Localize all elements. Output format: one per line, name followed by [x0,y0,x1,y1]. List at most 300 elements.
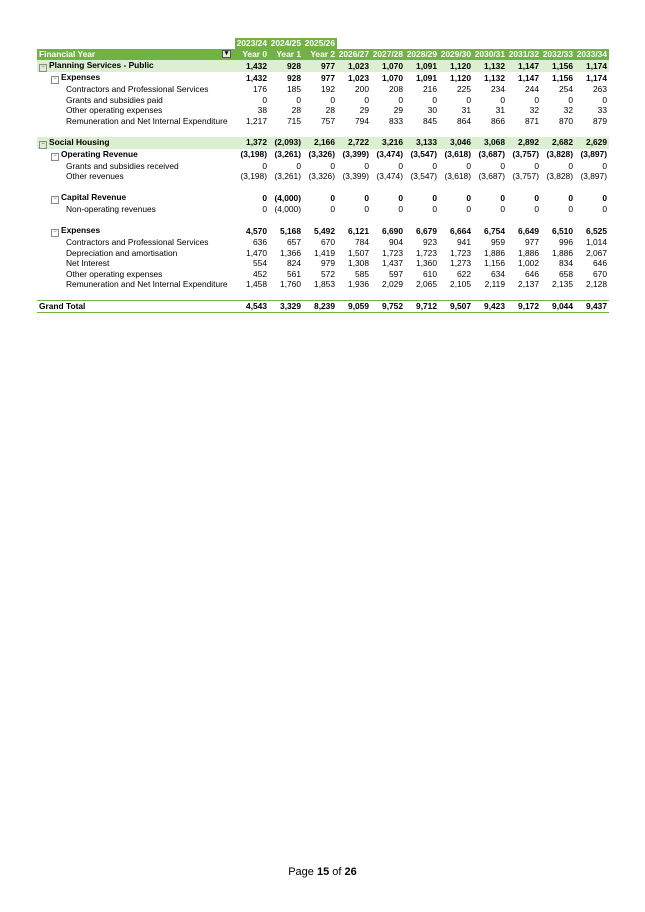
row-label-cell [37,84,235,95]
value-cell: 657 [287,237,301,247]
value-cell: 0 [602,160,607,171]
table-row [37,95,609,106]
value-cell: 0 [500,192,505,203]
spacer-row [37,215,609,226]
row-label-cell [37,269,235,280]
value-cell: 1,760 [280,279,301,289]
value-cell: (3,897) [580,171,607,181]
value-cell: (3,326) [308,171,335,181]
row-label-cell [37,137,235,149]
minus-box-icon[interactable]: − [51,153,59,161]
row-label-cell [37,225,235,237]
value-cell: 1,507 [348,247,369,258]
value-cell: 870 [559,115,573,126]
year-header-blank [473,38,507,49]
value-cell: 29 [359,105,369,115]
spacer-cell [37,126,609,137]
value-cell: 4,543 [235,301,269,313]
value-cell: 0 [330,94,335,105]
row-label: Operating Revenue [61,148,138,159]
value-cell: 0 [398,204,403,214]
value-cell: 0 [364,94,369,105]
value-cell: 38 [257,105,267,115]
table-row [37,137,609,149]
value-cell: 871 [525,115,539,126]
value-cell: 1,458 [246,279,267,289]
value-cell: 658 [559,268,573,279]
row-label-cell [37,149,235,161]
value-cell: 1,091 [405,60,439,72]
value-cell: 9,712 [405,301,439,313]
footer-prefix: Page [288,866,314,878]
row-label: Remuneration and Net Internal Expenditure [66,279,228,289]
value-cell: 636 [253,237,267,247]
value-cell: 32 [563,105,573,115]
value-cell: (3,326) [308,149,335,160]
table-row [37,279,609,290]
value-cell: (3,547) [410,149,437,160]
value-cell: 879 [593,115,607,126]
minus-box-icon[interactable]: − [51,76,59,84]
value-cell: 2,166 [303,137,337,149]
year-header: 2023/24 [236,38,267,49]
value-cell: 4,570 [246,225,267,236]
value-cell: 9,059 [337,301,371,313]
value-cell: 0 [466,94,471,105]
value-cell: 1,217 [246,115,267,126]
row-label-cell [37,95,235,106]
pivot-table [37,38,609,313]
value-cell: 1,470 [246,247,267,258]
table-row [37,225,609,237]
value-cell: 0 [602,204,607,214]
value-cell: 0 [466,204,471,214]
table-row [37,60,609,72]
row-label: Capital Revenue [61,192,127,202]
value-cell: 0 [364,160,369,171]
financial-year-label: Financial Year [39,49,96,60]
value-cell: 2,722 [337,137,371,149]
year-header: 2025/26 [304,38,335,49]
year-header: 2030/31 [474,49,505,60]
value-cell: 200 [355,84,369,94]
value-cell: 33 [597,105,607,115]
row-label: Social Housing [49,136,110,147]
value-cell: 2,892 [507,137,541,149]
value-cell: 1,366 [280,247,301,258]
value-cell: 3,068 [473,137,507,149]
value-cell: 622 [457,268,471,279]
footer-page-total: 26 [344,866,357,878]
value-cell: 192 [321,84,335,94]
value-cell: 1,886 [484,247,505,258]
year-header-blank [439,38,473,49]
year-header: 2028/29 [406,49,437,60]
value-cell: (3,198) [240,171,267,181]
value-cell: 254 [559,84,573,94]
row-label: Remuneration and Net Internal Expenditure [66,115,228,126]
value-cell: 833 [389,115,403,126]
row-label: Expenses [61,225,101,235]
value-cell: (3,687) [478,171,505,181]
value-cell: 1,120 [439,60,473,72]
value-cell: 1,419 [314,247,335,258]
value-cell: 3,133 [405,137,439,149]
value-cell: 670 [321,237,335,247]
value-cell: 928 [287,72,301,83]
value-cell: 0 [262,94,267,105]
value-cell: 0 [330,204,335,214]
value-cell: 1,132 [473,60,507,72]
value-cell: 9,437 [575,301,609,313]
table-row [37,248,609,259]
value-cell: 0 [568,192,573,203]
value-cell: (3,198) [240,149,267,160]
table-row [37,258,609,269]
value-cell: 866 [491,115,505,126]
value-cell: 452 [253,268,267,279]
year-header: 2026/27 [338,49,369,60]
value-cell: 2,682 [541,137,575,149]
value-cell: 225 [457,84,471,94]
value-cell: 996 [559,237,573,247]
row-label-cell [37,248,235,259]
year-header-blank [405,38,439,49]
value-cell: 0 [568,160,573,171]
value-cell: 1,853 [314,279,335,289]
value-cell: (3,618) [444,149,471,160]
value-cell: 1,156 [541,60,575,72]
value-cell: 2,105 [450,279,471,289]
value-cell: 646 [525,268,539,279]
table-row [37,149,609,161]
value-cell: (4,000) [274,192,301,203]
value-cell: 1,023 [348,72,369,83]
value-cell: 0 [398,192,403,203]
table-row [37,237,609,248]
value-cell: 757 [321,115,335,126]
value-cell: 864 [457,115,471,126]
year-header: 2024/25 [270,38,301,49]
value-cell: 1,070 [382,72,403,83]
value-cell: 0 [534,192,539,203]
value-cell: 185 [287,84,301,94]
footer-of: of [332,866,342,878]
value-cell: 9,423 [473,301,507,313]
value-cell: 216 [423,84,437,94]
value-cell: 1,014 [586,237,607,247]
value-cell: 0 [330,192,335,203]
value-cell: 1,936 [348,279,369,289]
row-label-cell [37,279,235,290]
value-cell: 234 [491,84,505,94]
value-cell: 6,121 [348,225,369,236]
value-cell: 176 [253,84,267,94]
value-cell: 0 [602,94,607,105]
value-cell: 0 [398,160,403,171]
table-row [37,105,609,116]
value-cell: 1,723 [382,247,403,258]
value-cell: 904 [389,237,403,247]
value-cell: 5,492 [314,225,335,236]
spacer-cell [37,182,609,193]
value-cell: 0 [262,204,267,214]
value-cell: 2,029 [382,279,403,289]
value-cell: 2,119 [484,279,505,289]
value-cell: 1,723 [416,247,437,258]
table-row [37,171,609,182]
value-cell: 9,507 [439,301,473,313]
value-cell: 28 [291,105,301,115]
row-label: Grants and subsidies paid [66,94,163,105]
value-cell: 1,002 [518,258,539,268]
year-header: 2029/30 [440,49,471,60]
value-cell: 3,046 [439,137,473,149]
value-cell: 0 [262,192,267,203]
value-cell: 834 [559,258,573,268]
row-label-cell [37,258,235,269]
value-cell: (3,618) [444,171,471,181]
year-header: 2027/28 [372,49,403,60]
value-cell: (3,897) [580,149,607,160]
value-cell: 0 [568,94,573,105]
value-cell: 1,432 [235,60,269,72]
row-label: Contractors and Professional Services [66,237,209,247]
value-cell: 977 [321,72,335,83]
value-cell: 0 [364,204,369,214]
value-cell: 928 [269,60,303,72]
spacer-row [37,182,609,193]
value-cell: 561 [287,268,301,279]
filter-dropdown-icon[interactable]: ▾ [222,50,231,58]
value-cell: 0 [534,160,539,171]
row-label-cell [37,116,235,127]
table-row [37,116,609,127]
row-label: Expenses [61,72,101,82]
minus-box-icon[interactable]: − [51,229,59,237]
value-cell: 9,172 [507,301,541,313]
value-cell: 5,168 [280,225,301,236]
value-cell: 1,360 [416,258,437,268]
value-cell: 1,372 [235,137,269,149]
value-cell: 6,510 [552,225,573,236]
spacer-row [37,126,609,137]
value-cell: 597 [389,268,403,279]
value-cell: 1,432 [246,72,267,83]
value-cell: 6,649 [518,225,539,236]
row-label-cell [37,171,235,182]
value-cell: 1,091 [416,72,437,83]
value-cell: 29 [393,105,403,115]
row-label: Other operating expenses [66,268,163,279]
value-cell: (3,828) [546,149,573,160]
value-cell: (3,399) [342,171,369,181]
value-cell: (3,828) [546,171,573,181]
value-cell: 8,239 [303,301,337,313]
year-sublabel: Year 1 [269,49,303,60]
minus-box-icon[interactable]: − [39,141,47,149]
value-cell: 1,156 [484,258,505,268]
value-cell: 1,156 [552,72,573,83]
value-cell: 208 [389,84,403,94]
value-cell: 3,216 [371,137,405,149]
value-cell: 1,070 [371,60,405,72]
header-row-sublabels [37,49,609,60]
value-cell: 244 [525,84,539,94]
value-cell: 31 [461,105,471,115]
minus-box-icon[interactable]: − [39,64,47,72]
row-label: Net Interest [66,258,110,268]
spacer-cell [37,215,609,226]
value-cell: 0 [262,160,267,171]
year-header: 2032/33 [542,49,573,60]
value-cell: 0 [568,204,573,214]
table-row [37,72,609,84]
value-cell: 670 [593,268,607,279]
value-cell: 784 [355,237,369,247]
value-cell: 941 [457,237,471,247]
value-cell: 0 [432,160,437,171]
year-header-blank [507,38,541,49]
value-cell: 1,174 [575,60,609,72]
row-label: Grants and subsidies received [66,160,179,171]
value-cell: 1,132 [484,72,505,83]
year-header: 2033/34 [576,49,607,60]
value-cell: (3,474) [376,149,403,160]
value-cell: 977 [303,60,337,72]
value-cell: (3,687) [478,149,505,160]
value-cell: 0 [500,160,505,171]
value-cell: 610 [423,268,437,279]
row-label: Contractors and Professional Services [66,84,209,94]
value-cell: 6,679 [416,225,437,236]
value-cell: 3,329 [269,301,303,313]
value-cell: 923 [423,237,437,247]
value-cell: 6,664 [450,225,471,236]
year-sublabel: Year 0 [235,49,269,60]
value-cell: 0 [364,192,369,203]
spacer-cell [37,290,609,301]
value-cell: 1,147 [518,72,539,83]
value-cell: 979 [321,258,335,268]
value-cell: 2,067 [586,247,607,258]
row-label: Grand Total [39,301,86,312]
footer-page-number: 15 [316,866,330,878]
row-label-cell [37,192,235,204]
year-header: 2031/32 [508,49,539,60]
row-label: Other operating expenses [66,105,163,115]
value-cell: 1,147 [507,60,541,72]
value-cell: 6,690 [382,225,403,236]
value-cell: (3,261) [274,149,301,160]
value-cell: 0 [500,94,505,105]
table-row [37,84,609,95]
value-cell: (3,261) [274,171,301,181]
value-cell: 794 [355,115,369,126]
value-cell: 845 [423,115,437,126]
value-cell: 9,044 [541,301,575,313]
value-cell: 1,174 [586,72,607,83]
value-cell: 2,137 [518,279,539,289]
value-cell: 9,752 [371,301,405,313]
table-row [37,269,609,280]
value-cell: (3,547) [410,171,437,181]
value-cell: 1,437 [382,258,403,268]
value-cell: 0 [534,94,539,105]
minus-box-icon[interactable]: − [51,196,59,204]
value-cell: 1,886 [518,247,539,258]
value-cell: 30 [427,105,437,115]
value-cell: (3,757) [512,171,539,181]
row-label-cell [37,301,235,313]
value-cell: (3,757) [512,149,539,160]
value-cell: 0 [330,160,335,171]
value-cell: 0 [296,160,301,171]
value-cell: 1,723 [450,247,471,258]
value-cell: 0 [602,192,607,203]
value-cell: 1,308 [348,258,369,268]
page-footer [0,866,645,878]
value-cell: 585 [355,268,369,279]
value-cell: 959 [491,237,505,247]
value-cell: (3,399) [342,149,369,160]
value-cell: 0 [500,204,505,214]
spacer-row [37,290,609,301]
financial-year-header [37,49,235,60]
row-label-cell [37,72,235,84]
value-cell: 1,023 [337,60,371,72]
value-cell: 1,120 [450,72,471,83]
row-label-cell [37,60,235,72]
value-cell: 263 [593,84,607,94]
value-cell: 6,754 [484,225,505,236]
header-blank-cell [37,38,235,49]
value-cell: 0 [432,192,437,203]
value-cell: 0 [466,160,471,171]
value-cell: 0 [432,204,437,214]
value-cell: 0 [432,94,437,105]
row-label-cell [37,204,235,215]
row-label: Other revenues [66,171,124,181]
value-cell: (2,093) [269,137,303,149]
value-cell: 0 [534,204,539,214]
value-cell: 2,128 [586,279,607,289]
value-cell: 28 [325,105,335,115]
value-cell: 2,135 [552,279,573,289]
year-header-blank [371,38,405,49]
row-label-cell [37,161,235,172]
value-cell: 634 [491,268,505,279]
year-header-blank [575,38,609,49]
value-cell: 0 [466,192,471,203]
row-label: Depreciation and amortisation [66,247,178,258]
value-cell: 0 [398,94,403,105]
value-cell: 32 [529,105,539,115]
year-sublabel: Year 2 [303,49,337,60]
value-cell: 1,886 [552,247,573,258]
table-row [37,192,609,204]
value-cell: 715 [287,115,301,126]
row-label: Planning Services - Public [49,60,154,70]
value-cell: 824 [287,258,301,268]
value-cell: (4,000) [274,204,301,214]
value-cell: 1,273 [450,258,471,268]
value-cell: 31 [495,105,505,115]
value-cell: 0 [296,94,301,105]
value-cell: 2,065 [416,279,437,289]
value-cell: 977 [525,237,539,247]
row-label-cell [37,237,235,248]
